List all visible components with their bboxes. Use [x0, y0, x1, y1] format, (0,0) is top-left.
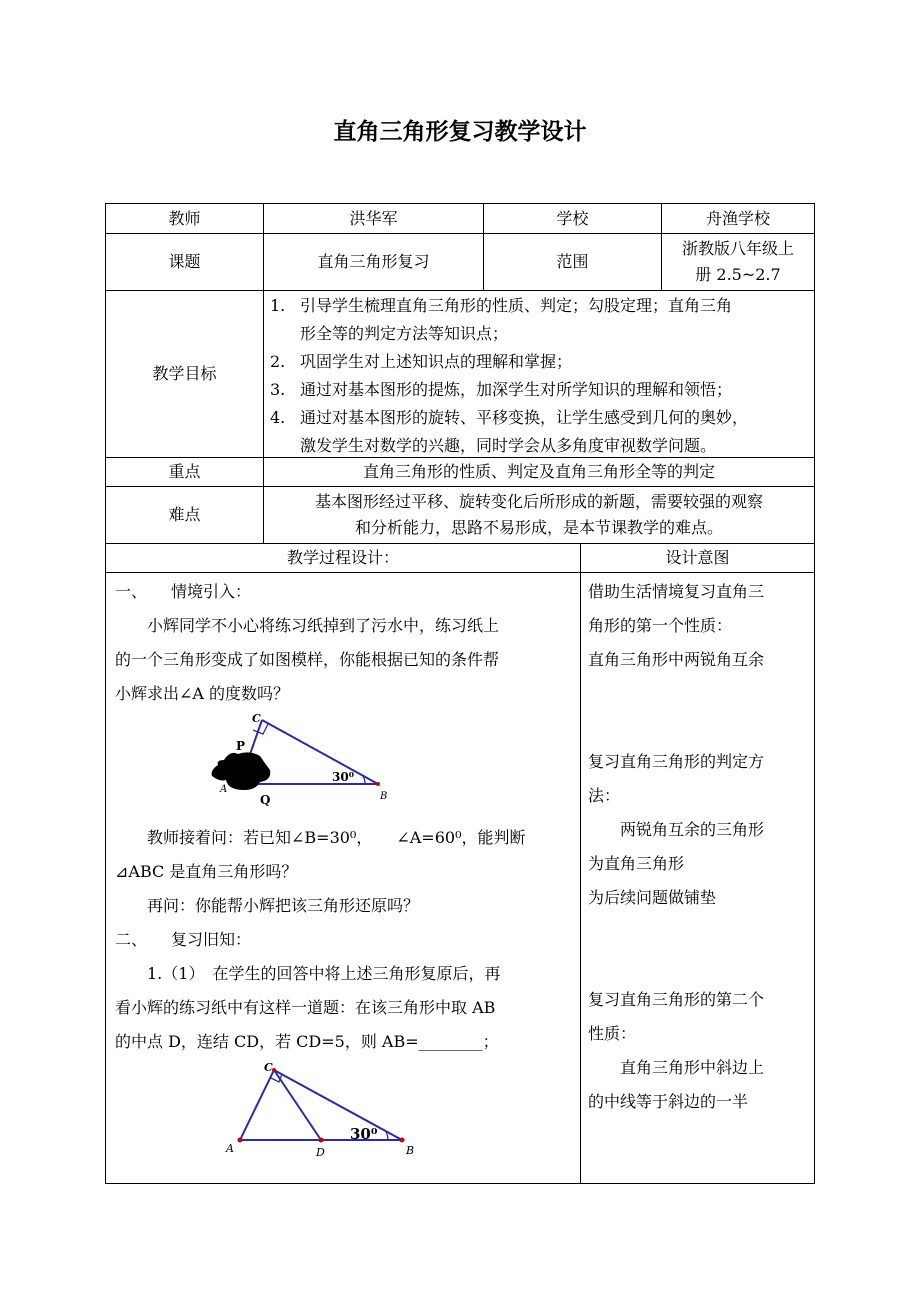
scope-value-line2: 册 2.5~2.7 — [695, 265, 781, 284]
teacher-label: 教师 — [168, 208, 201, 228]
scope-value — [662, 236, 814, 288]
paragraph-line: 的一个三角形变成了如图模样，你能根据已知的条件帮 — [115, 650, 500, 669]
process-header: 教学过程设计： — [286, 548, 399, 567]
goal-item — [270, 376, 815, 404]
side-cb — [262, 720, 378, 784]
goal-text: 形全等的判定方法等知识点； — [300, 324, 509, 343]
difficulty-label: 难点 — [168, 505, 201, 524]
intent-line: 直角三角形中两锐角互余 — [588, 650, 765, 669]
intent-line: 角形的第一个性质： — [588, 616, 733, 635]
intent-block-2 — [588, 745, 810, 915]
label-d: D — [316, 1146, 325, 1159]
process-content — [115, 575, 577, 1059]
intent-line: 复习直角三角形的判定方 — [588, 752, 765, 771]
intent-line: 两锐角互余的三角形 — [620, 820, 765, 839]
intent-block-3 — [588, 983, 810, 1119]
paragraph-line: 教师接着问：若已知∠B=30⁰， ∠A=60⁰，能判断 — [147, 828, 526, 847]
label-b: B — [380, 791, 388, 802]
figure-stained-triangle — [200, 710, 400, 810]
school-label: 学校 — [556, 208, 589, 228]
goal-number: 3. — [270, 380, 286, 399]
side-cb — [274, 1070, 402, 1140]
school-value: 舟渔学校 — [705, 208, 770, 228]
intent-line: 直角三角形中斜边上 — [620, 1058, 765, 1077]
goal-number: 2. — [270, 352, 286, 371]
intent-line: 为后续问题做铺垫 — [588, 888, 717, 907]
label-b: B — [406, 1144, 415, 1157]
goal-item — [270, 348, 815, 376]
intent-header: 设计意图 — [665, 548, 730, 567]
section-one-title: 一、 情境引入： — [115, 582, 252, 601]
paragraph-line: 小辉同学不小心将练习纸掉到了污水中，练习纸上 — [147, 616, 500, 635]
figure-triangle-median — [220, 1058, 420, 1162]
intent-line: 性质： — [588, 1024, 637, 1043]
label-q: Q — [260, 793, 271, 807]
intent-line: 法： — [588, 786, 621, 805]
goal-number: 1. — [270, 296, 286, 315]
goals-list — [270, 292, 815, 460]
intent-line: 的中线等于斜边的一半 — [588, 1092, 749, 1111]
paragraph-line: 看小辉的练习纸中有这样一道题：在该三角形中取 AB — [115, 998, 496, 1017]
label-c: C — [264, 1061, 273, 1074]
paragraph-line: ⊿ABC 是直角三角形吗？ — [115, 862, 298, 881]
goals-label: 教学目标 — [152, 364, 217, 383]
difficulty-line2: 和分析能力，思路不易形成，是本节课教学的难点。 — [354, 518, 723, 537]
intent-line: 借助生活情境复习直角三 — [588, 582, 765, 601]
difficulty-value — [264, 489, 814, 541]
label-c: C — [252, 712, 261, 725]
point-a — [238, 1138, 243, 1143]
goal-text: 引导学生梳理直角三角形的性质、判定；勾股定理；直角三角 — [300, 296, 733, 315]
goal-item — [270, 292, 815, 348]
key-label: 重点 — [168, 462, 201, 481]
label-angle-30: 30⁰ — [332, 770, 354, 784]
topic-label: 课题 — [168, 252, 201, 271]
median-cd — [274, 1070, 321, 1140]
goal-text: 通过对基本图形的提炼，加深学生对所学知识的理解和领悟； — [300, 380, 733, 399]
goal-item — [270, 404, 815, 460]
paragraph-line: 小辉求出∠A 的度数吗？ — [115, 684, 290, 703]
topic-value: 直角三角形复习 — [317, 252, 430, 271]
label-p: P — [236, 739, 246, 753]
scope-label: 范围 — [556, 252, 589, 271]
point-b — [400, 1138, 405, 1143]
teacher-value: 洪华军 — [349, 208, 398, 228]
paragraph-line: 1.（1） 在学生的回答中将上述三角形复原后，再 — [147, 964, 501, 983]
goal-text: 巩固学生对上述知识点的理解和掌握； — [300, 352, 573, 371]
label-angle-30: 30⁰ — [350, 1125, 378, 1143]
intent-line: 为直角三角形 — [588, 854, 685, 873]
label-a: A — [226, 1142, 234, 1155]
intent-line: 复习直角三角形的第二个 — [588, 990, 765, 1009]
paragraph-line: 再问：你能帮小辉把该三角形还原吗？ — [147, 896, 420, 915]
goal-number: 4. — [270, 408, 286, 427]
section-two-title: 二、 复习旧知： — [115, 930, 252, 949]
scope-value-line1: 浙教版八年级上 — [681, 239, 794, 258]
intent-block-1 — [588, 575, 810, 677]
goal-text: 激发学生对数学的兴趣，同时学会从多角度审视数学问题。 — [300, 436, 717, 455]
side-ac — [240, 1070, 274, 1140]
page-title: 直角三角形复习教学设计 — [333, 119, 587, 145]
point-d — [319, 1138, 324, 1143]
point-b — [376, 782, 380, 786]
difficulty-line1: 基本图形经过平移、旋转变化后所形成的新题，需要较强的观察 — [314, 492, 763, 511]
paragraph-line: 的中点 D，连结 CD，若 CD=5，则 AB=________； — [115, 1032, 499, 1051]
label-a: A — [220, 784, 228, 795]
key-value: 直角三角形的性质、判定及直角三角形全等的判定 — [362, 462, 715, 481]
goal-text: 通过对基本图形的旋转、平移变换，让学生感受到几何的奥妙， — [300, 408, 749, 427]
